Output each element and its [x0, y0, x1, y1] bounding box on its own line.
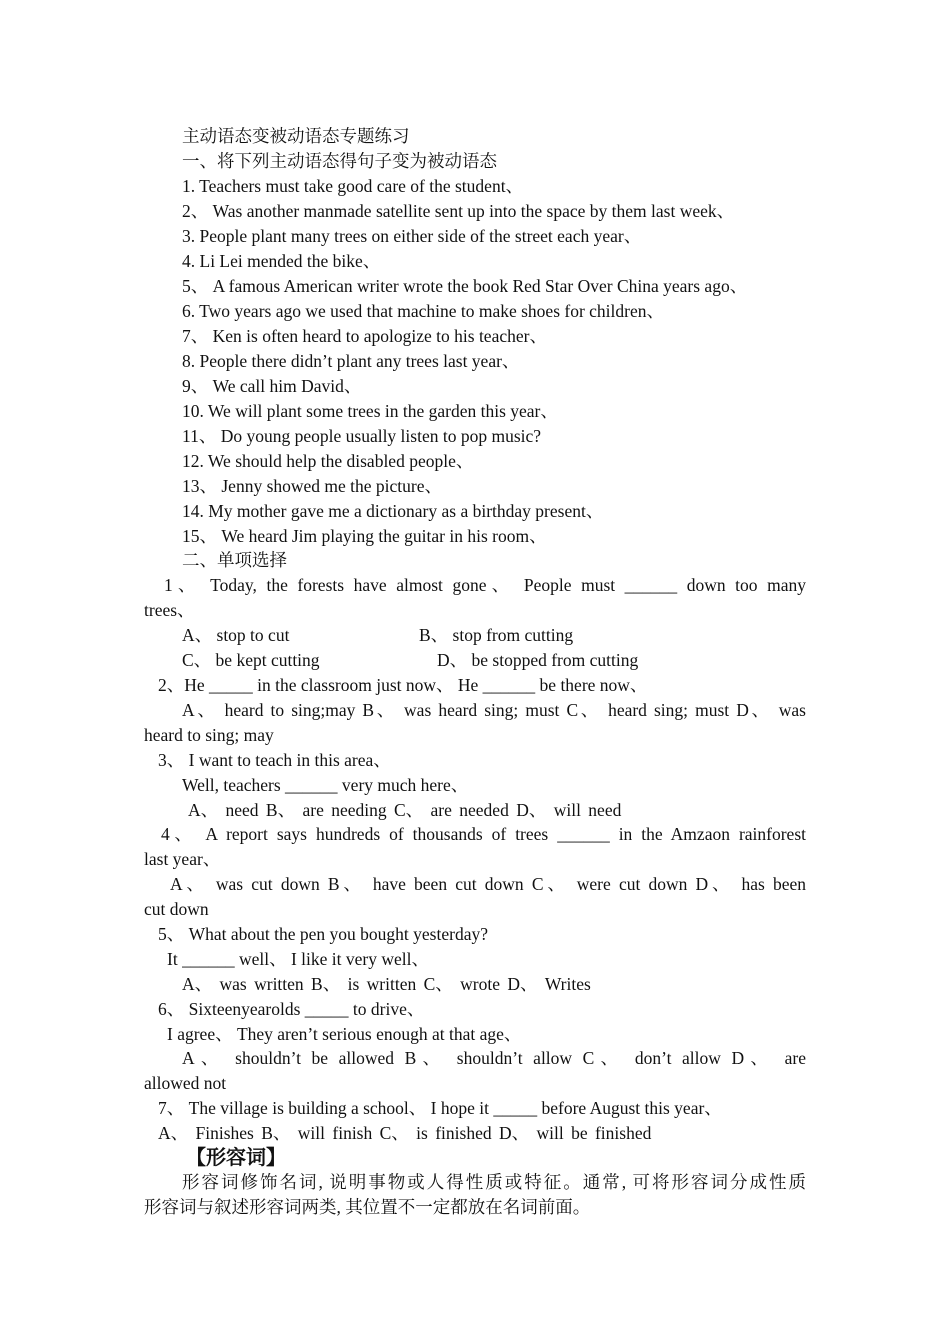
page-title: 主动语态变被动语态专题练习: [182, 126, 410, 146]
question-1-stem-cont: trees、: [144, 600, 195, 620]
question-1-stem: 1、 Today, the forests have almost gone、 People must ______ down too many: [164, 575, 806, 595]
question-3-options: A、 need B、 are needing C、 are needed D、 will need: [188, 800, 622, 820]
question-3-stem: 3、 I want to teach in this area、: [158, 750, 391, 770]
question-2-options-cont: heard to sing; may: [144, 725, 274, 745]
section-2-heading: 二、单项选择: [182, 550, 287, 570]
question-7-stem: 7、 The village is building a school、 I hope it _____ before August this year、: [158, 1098, 722, 1118]
exercise-item-4: 4. Li Lei mended the bike、: [182, 251, 381, 271]
exercise-item-6: 6. Two years ago we used that machine to make shoes for children、: [182, 301, 664, 321]
question-3-reply: Well, teachers ______ very much here、: [182, 775, 469, 795]
question-6-stem: 6、 Sixteenyearolds _____ to drive、: [158, 999, 425, 1019]
question-5-reply: It ______ well、 I like it very well、: [167, 949, 429, 969]
question-7-options: A、 Finishes B、 will finish C、 is finished D、 will be finished: [158, 1123, 652, 1143]
exercise-item-13: 13、 Jenny showed me the picture、: [182, 476, 443, 496]
adjective-heading: 【形容词】: [186, 1145, 286, 1169]
section-1-heading: 一、将下列主动语态得句子变为被动语态: [182, 151, 497, 171]
exercise-item-3: 3. People plant many trees on either side of the street each year、: [182, 226, 642, 246]
question-5-stem: 5、 What about the pen you bought yesterday?: [158, 924, 488, 944]
question-4-stem: 4、 A report says hundreds of thousands of trees ______ in the Amzaon rainforest: [161, 824, 806, 844]
exercise-item-11: 11、 Do young people usually listen to pop music?: [182, 426, 542, 446]
exercise-item-14: 14. My mother gave me a dictionary as a birthday present、: [182, 501, 604, 521]
question-1-option-b: B、 stop from cutting: [419, 625, 574, 645]
exercise-item-1: 1. Teachers must take good care of the student、: [182, 176, 524, 196]
adjective-paragraph-line-1: 形容词修饰名词, 说明事物或人得性质或特征。通常, 可将形容词分成性质: [182, 1172, 806, 1192]
question-1-option-d: D、 be stopped from cutting: [437, 650, 639, 670]
question-4-stem-cont: last year、: [144, 849, 221, 869]
question-6-reply: I agree、 They aren’t serious enough at that age、: [167, 1024, 522, 1044]
exercise-item-15: 15、 We heard Jim playing the guitar in his room、: [182, 526, 547, 546]
question-6-options-cont: allowed not: [144, 1073, 227, 1093]
question-1-option-a: A、 stop to cut: [182, 625, 290, 645]
exercise-item-5: 5、 A famous American writer wrote the book Red Star Over China years ago、: [182, 276, 748, 296]
exercise-item-12: 12. We should help the disabled people、: [182, 451, 474, 471]
exercise-item-2: 2、 Was another manmade satellite sent up into the space by them last week、: [182, 201, 735, 221]
question-4-options-cont: cut down: [144, 899, 209, 919]
exercise-item-8: 8. People there didn’t plant any trees last year、: [182, 351, 520, 371]
question-4-options: A、 was cut down B、 have been cut down C、 were cut down D、 has been: [170, 874, 806, 894]
question-5-options: A、 was written B、 is written C、 wrote D、 Writes: [182, 974, 591, 994]
question-2-options: A、 heard to sing;may B、 was heard sing; must C、 heard sing; must D、 was: [182, 700, 806, 720]
exercise-item-9: 9、 We call him David、: [182, 376, 362, 396]
question-6-options: A、 shouldn’t be allowed B、 shouldn’t allow C、 don’t allow D、 are: [182, 1048, 806, 1068]
exercise-item-7: 7、 Ken is often heard to apologize to his teacher、: [182, 326, 547, 346]
adjective-paragraph-line-2: 形容词与叙述形容词两类, 其位置不一定都放在名词前面。: [144, 1197, 591, 1217]
question-1-option-c: C、 be kept cutting: [182, 650, 320, 670]
question-2-stem: 2、He _____ in the classroom just now、 He ______ be there now、: [158, 675, 648, 695]
exercise-item-10: 10. We will plant some trees in the garden this year、: [182, 401, 558, 421]
